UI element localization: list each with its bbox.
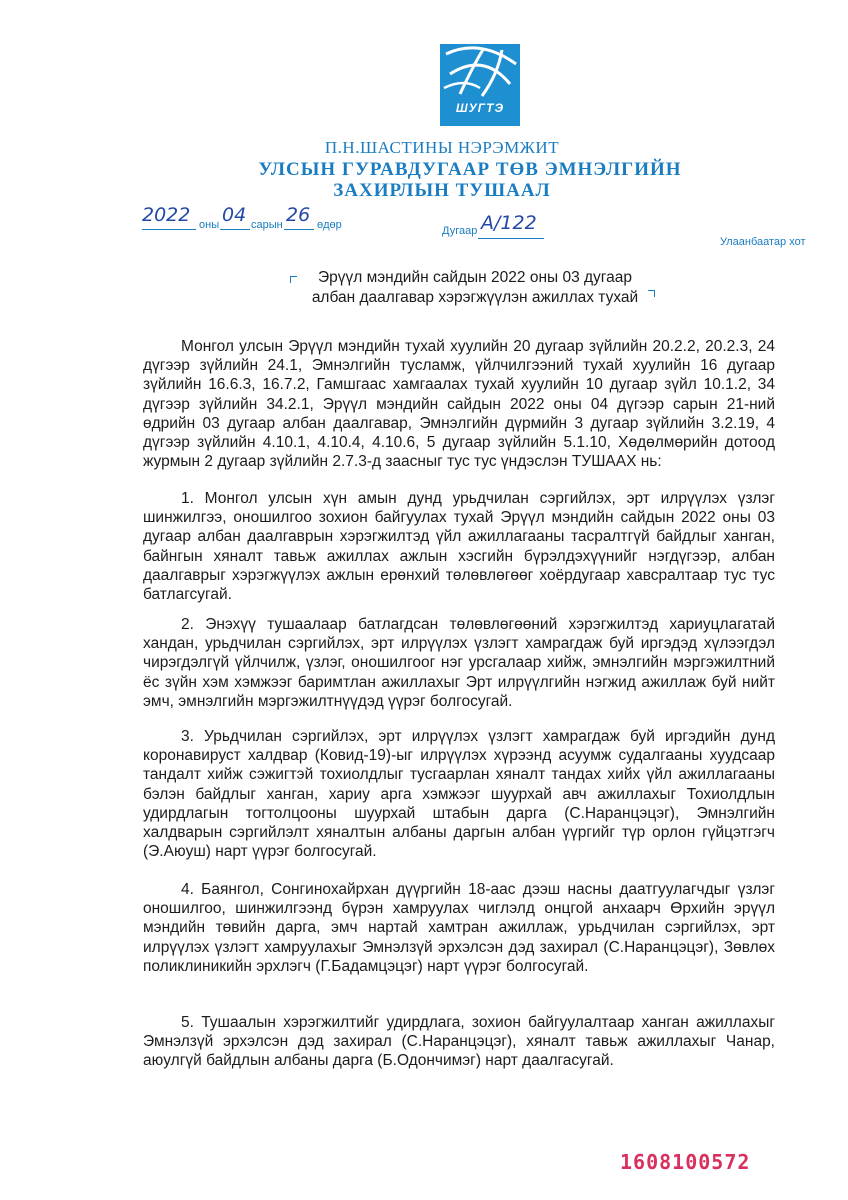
order-item-4: 4. Баянгол, Сонгинохайрхан дүүргийн 18-аас дээш насны даатгуулагчдыг үзлэг оношилгоо, шинжилгээнд бүрэн хамруулах чиглэлд онцгой анхаарч Өрхийн эрүүл мэндийн төвийн дарга, эмч нартай хамтран ажиллаж, урьдчилан сэргийлэх, эрт илрүүлэх үзлэгт хамруулахыг Эмнэлзүй эрхэлсэн дэд захирал (С.Наранцэцэг), Зөвлөх поликлиникийн эрхлэгч (Г.Бадамцэцэг) нарт үүрэг болгосугай.: [143, 881, 775, 975]
order-item-1: 1. Монгол улсын хүн амын дунд урьдчилан сэргийлэх, эрт илрүүлэх үзлэг шинжилгээ, оношилгоо зохион байгуулах тухай Эрүүл мэндийн сайдын 2022 оны 03 дугаар албан даалгаврын хэрэгжилтэд үйл ажиллагааны тасралтгүй байдлыг ханган, байнгын хяналт тавьж ажиллах ажлын хэсгийн бүрэлдэхүүнийг нэгдүгээр, албан даалгаврыг хэрэгжүүлэх ажлын ерөнхий төлөвлөгөөг хоёрдугаар хавсралтаар тус тус батлагсугай.: [143, 490, 775, 604]
order-item-3: 3. Урьдчилан сэргийлэх, эрт илрүүлэх үзлэгт хамрагдаж буй иргэдийн дунд коронавируст халдвар (Ковид-19)-ыг илрүүлэх хүрээнд асуумж судалгааны хуудсаар тандалт хийж сэжигтэй тохиолдлыг тусгаарлан хяналт тандах хийх үйл ажиллагааны бэлэн байдлыг ханган, хариу арга хэмжээг шуурхай авч ажиллахыг Тохиолдлын удирдлагын тогтолцооны шуурхай штабын дарга (С.Наранцэцэг), Эмнэлгийн халдварын сэргийлэлт хяналтын албаны даргын албан үүргийг түр орлон гүйцэтгэгч (Э.Аюуш) нарт үүрэг болгосугай.: [143, 728, 775, 861]
day-underline: [284, 229, 314, 230]
document-title: ЗАХИРЛЫН ТУШААЛ: [333, 180, 551, 201]
order-item-2: 2. Энэхүү тушаалаар батлагдсан төлөвлөгөөний хэрэгжилтэд хариуцлагатай хандан, урьдчилан сэргийлэх, эрт илрүүлэх үзлэгт хамрагдаж буй иргэдэд хүлээгдэл чирэгдэлгүй үйлчилж, үзлэг, оношилгоог нэг урсгалаар хийж, эмнэлгийн мэргэжилтний ёс зүйн хэм хэмжээг баримтлан ажиллахыг Эрт илрүүлгийн нэгжид ажиллаж буй нийт эмч, эмнэлгийн мэргэжилтнүүдэд үүрэг болгосугай.: [143, 616, 775, 710]
day-label: өдөр: [317, 219, 342, 231]
city-label: Улаанбаатар хот: [720, 236, 806, 248]
subject-bracket-close: [648, 290, 655, 297]
logo-emblem-icon: [440, 44, 520, 126]
serial-number-stamp: 1608100572: [620, 1150, 751, 1174]
month-underline: [220, 229, 250, 230]
logo-text: ШУГТЭ: [455, 101, 505, 115]
number-label: Дугаар: [442, 225, 478, 237]
header-line-2: УЛСЫН ГУРАВДУГААР ТӨВ ЭМНЭЛГИЙН: [258, 159, 682, 180]
handwritten-day: 26: [286, 204, 311, 226]
handwritten-month: 04: [222, 204, 247, 226]
year-label: оны: [199, 219, 220, 231]
header-line-1: П.Н.ШАСТИНЫ НЭРЭМЖИТ: [324, 138, 560, 157]
year-underline: [142, 229, 196, 230]
preamble-paragraph: Монгол улсын Эрүүл мэндийн тухай хуулийн 20 дугаар зүйлийн 20.2.2, 20.2.3, 24 дүгээр зүйлийн 24.1, Эмнэлгийн тусламж, үйлчилгээний тухай хуулийн 16 дугаар зүйлийн 16.6.3, 16.7.2, Гамшгаас хамгаалах тухай хуулийн 10 дугаар зүйл 10.1.2, 34 дүгээр зүйлийн 34.2.1, Эрүүл мэндийн сайдын 2022 оны 04 дүгээр сарын 21-ний өдрийн 03 дугаар албан даалгавар, Эмнэлгийн дүрмийн 3 дугаар зүйлийн 3.2.19, 4 дүгээр зүйлийн 4.10.1, 4.10.4, 4.10.6, 5 дугаар зүйлийн 5.1.10, Хөдөлмөрийн дотоод журмын 2 дугаар зүйлийн 2.7.3-д заасныг тус тус үндэслэн ТУШААХ нь:: [143, 338, 775, 471]
number-underline: [478, 238, 544, 239]
subject-line-1: Эрүүл мэндийн сайдын 2022 оны 03 дугаар: [318, 269, 632, 286]
order-item-5: 5. Тушаалын хэрэгжилтийг удирдлага, зохион байгуулалтаар ханган ажиллахыг Эмнэлзүй эрхэлсэн дэд захирал (С.Наранцэцэг), хяналт тавьж ажиллахыг Чанар, аюулгүй байдлын албаны дарга (Б.Одончимэг) нарт даалгасугай.: [143, 1014, 775, 1070]
handwritten-year: 2022: [142, 204, 191, 226]
subject-line-2: албан даалгавар хэрэгжүүлэн ажиллах тухай: [311, 289, 639, 306]
handwritten-order-number: А/122: [481, 212, 537, 234]
hospital-logo: [440, 44, 520, 126]
subject-block: [290, 268, 660, 308]
month-label: сарын: [251, 219, 283, 231]
